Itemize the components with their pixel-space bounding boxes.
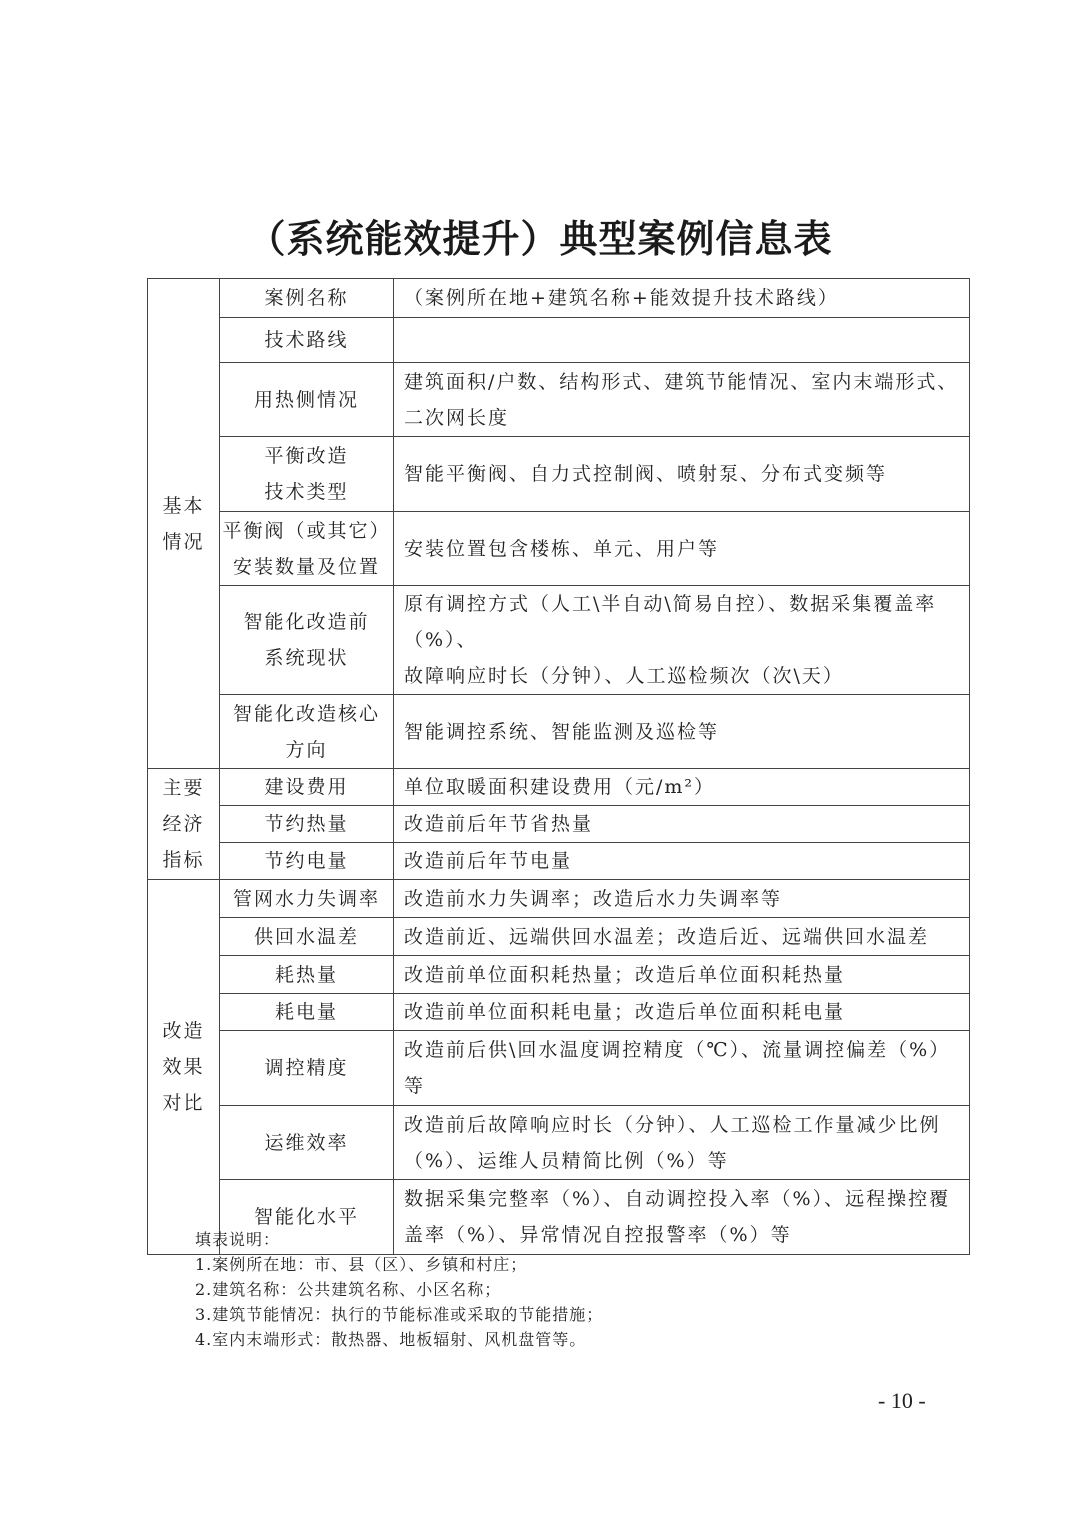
note-item: 4.室内末端形式：散热器、地板辐射、风机盘管等。 bbox=[195, 1330, 587, 1349]
description-cell bbox=[394, 695, 970, 769]
description-cell bbox=[394, 586, 970, 695]
table-row bbox=[148, 363, 970, 437]
table-row bbox=[148, 1031, 970, 1106]
note-item: 3.建筑节能情况：执行的节能标准或采取的节能措施； bbox=[195, 1305, 604, 1324]
description-cell bbox=[394, 1106, 970, 1180]
description-cell bbox=[394, 437, 970, 512]
category-label: 经济 bbox=[162, 813, 205, 835]
description-text: 改造前近、远端供回水温差；改造后近、远端供回水温差 bbox=[404, 925, 930, 948]
table-row bbox=[148, 994, 970, 1031]
item-label: 节约热量 bbox=[264, 813, 349, 835]
item-label: 节约电量 bbox=[264, 850, 349, 872]
table-row bbox=[148, 918, 970, 956]
category-label: 指标 bbox=[162, 849, 205, 871]
description-text: 改造前后年节省热量 bbox=[404, 813, 594, 835]
description-cell bbox=[394, 994, 970, 1031]
description-cell bbox=[394, 318, 970, 363]
category-label: 情况 bbox=[162, 530, 205, 553]
page-number: - 10 - bbox=[878, 1388, 926, 1413]
item-cell bbox=[220, 918, 394, 956]
page-title: （系统能效提升）典型案例信息表 bbox=[247, 217, 833, 261]
description-cell bbox=[394, 279, 970, 318]
description-cell bbox=[394, 956, 970, 994]
description-text: （%）、运维人员精简比例（%）等 bbox=[404, 1149, 729, 1172]
fill-instructions bbox=[195, 1227, 603, 1352]
item-cell bbox=[220, 586, 394, 695]
description-cell bbox=[394, 806, 970, 843]
description-text: 故障响应时长（分钟）、人工巡检频次（次\天） bbox=[404, 665, 844, 687]
table-row bbox=[148, 586, 970, 695]
item-label: 管网水力失调率 bbox=[232, 887, 380, 910]
item-cell bbox=[220, 843, 394, 880]
item-label: 方向 bbox=[285, 738, 328, 761]
category-cell-effect bbox=[148, 880, 220, 1255]
table-row bbox=[148, 843, 970, 880]
item-label: 安装数量及位置 bbox=[232, 555, 380, 578]
table-row bbox=[148, 437, 970, 512]
item-cell bbox=[220, 1106, 394, 1180]
item-cell bbox=[220, 806, 394, 843]
description-cell bbox=[394, 363, 970, 437]
category-label: 对比 bbox=[162, 1092, 205, 1114]
item-label: 智能化改造前 bbox=[243, 611, 370, 633]
case-info-table bbox=[147, 278, 970, 1255]
item-cell bbox=[220, 994, 394, 1031]
description-cell bbox=[394, 1031, 970, 1106]
item-cell bbox=[220, 437, 394, 512]
item-cell bbox=[220, 363, 394, 437]
description-text: 数据采集完整率（%）、自动调控投入率（%）、远程操控覆 bbox=[404, 1188, 951, 1210]
item-cell bbox=[220, 880, 394, 918]
table-row bbox=[148, 279, 970, 318]
item-cell bbox=[220, 512, 394, 586]
description-cell bbox=[394, 512, 970, 586]
description-text: 智能调控系统、智能监测及巡检等 bbox=[404, 720, 720, 743]
table-row bbox=[148, 880, 970, 918]
description-cell bbox=[394, 880, 970, 918]
item-label: 供回水温差 bbox=[253, 925, 359, 948]
notes-heading: 填表说明： bbox=[195, 1230, 281, 1249]
item-label: 建设费用 bbox=[264, 776, 349, 798]
item-label: 智能化改造核心 bbox=[232, 702, 380, 725]
description-text: 原有调控方式（人工\半自动\简易自控）、数据采集覆盖率（%）、 bbox=[404, 593, 937, 651]
table-row bbox=[148, 318, 970, 363]
item-cell bbox=[220, 279, 394, 318]
description-text: （案例所在地+建筑名称+能效提升技术路线） bbox=[404, 287, 839, 309]
table-row bbox=[148, 1106, 970, 1180]
category-cell-basic bbox=[148, 279, 220, 769]
item-cell bbox=[220, 1031, 394, 1106]
item-label: 用热侧情况 bbox=[253, 388, 359, 411]
item-label: 系统现状 bbox=[264, 647, 349, 669]
category-label: 基本 bbox=[162, 494, 205, 517]
item-label: 案例名称 bbox=[264, 287, 349, 309]
description-text: 改造前后故障响应时长（分钟）、人工巡检工作量减少比例 bbox=[404, 1113, 941, 1136]
item-label: 平衡改造 bbox=[264, 445, 349, 467]
description-text: 改造前后年节电量 bbox=[404, 850, 573, 872]
item-label: 平衡阀（或其它） bbox=[222, 519, 391, 542]
item-label: 耗电量 bbox=[274, 1001, 338, 1023]
table-row bbox=[148, 769, 970, 806]
description-cell bbox=[394, 769, 970, 806]
description-cell bbox=[394, 843, 970, 880]
description-text: 安装位置包含楼栋、单元、用户等 bbox=[404, 537, 720, 560]
table-row bbox=[148, 956, 970, 994]
item-label: 智能化水平 bbox=[253, 1206, 359, 1228]
description-text: 等 bbox=[404, 1075, 426, 1097]
category-cell-economic bbox=[148, 769, 220, 880]
description-text: 建筑面积/户数、结构形式、建筑节能情况、室内末端形式、 bbox=[404, 370, 959, 393]
item-cell bbox=[220, 769, 394, 806]
table-row bbox=[148, 512, 970, 586]
description-text: 改造前单位面积耗热量；改造后单位面积耗热量 bbox=[404, 963, 846, 986]
item-label: 运维效率 bbox=[264, 1131, 349, 1154]
table-row bbox=[148, 806, 970, 843]
description-text: 单位取暖面积建设费用（元/m²） bbox=[404, 776, 716, 798]
description-text: 改造前后供\回水温度调控精度（℃）、流量调控偏差（%） bbox=[404, 1039, 951, 1061]
description-text: 改造前水力失调率；改造后水力失调率等 bbox=[404, 887, 783, 910]
description-text: 二次网长度 bbox=[404, 406, 510, 429]
note-item: 2.建筑名称：公共建筑名称、小区名称； bbox=[195, 1280, 502, 1299]
item-label: 技术类型 bbox=[264, 481, 349, 503]
description-text: 改造前单位面积耗电量；改造后单位面积耗电量 bbox=[404, 1001, 846, 1023]
item-cell bbox=[220, 956, 394, 994]
item-cell bbox=[220, 318, 394, 363]
description-cell bbox=[394, 918, 970, 956]
item-label: 耗热量 bbox=[274, 963, 338, 986]
category-label: 主要 bbox=[162, 777, 205, 799]
description-text: 盖率（%）、异常情况自控报警率（%）等 bbox=[404, 1224, 792, 1246]
item-label: 调控精度 bbox=[264, 1057, 349, 1079]
category-label: 效果 bbox=[162, 1056, 205, 1078]
category-label: 改造 bbox=[162, 1020, 205, 1042]
note-item: 1.案例所在地：市、县（区）、乡镇和村庄； bbox=[195, 1255, 528, 1274]
table-row bbox=[148, 695, 970, 769]
description-text: 智能平衡阀、自力式控制阀、喷射泵、分布式变频等 bbox=[404, 463, 888, 485]
item-cell bbox=[220, 695, 394, 769]
item-label: 技术路线 bbox=[264, 329, 349, 351]
